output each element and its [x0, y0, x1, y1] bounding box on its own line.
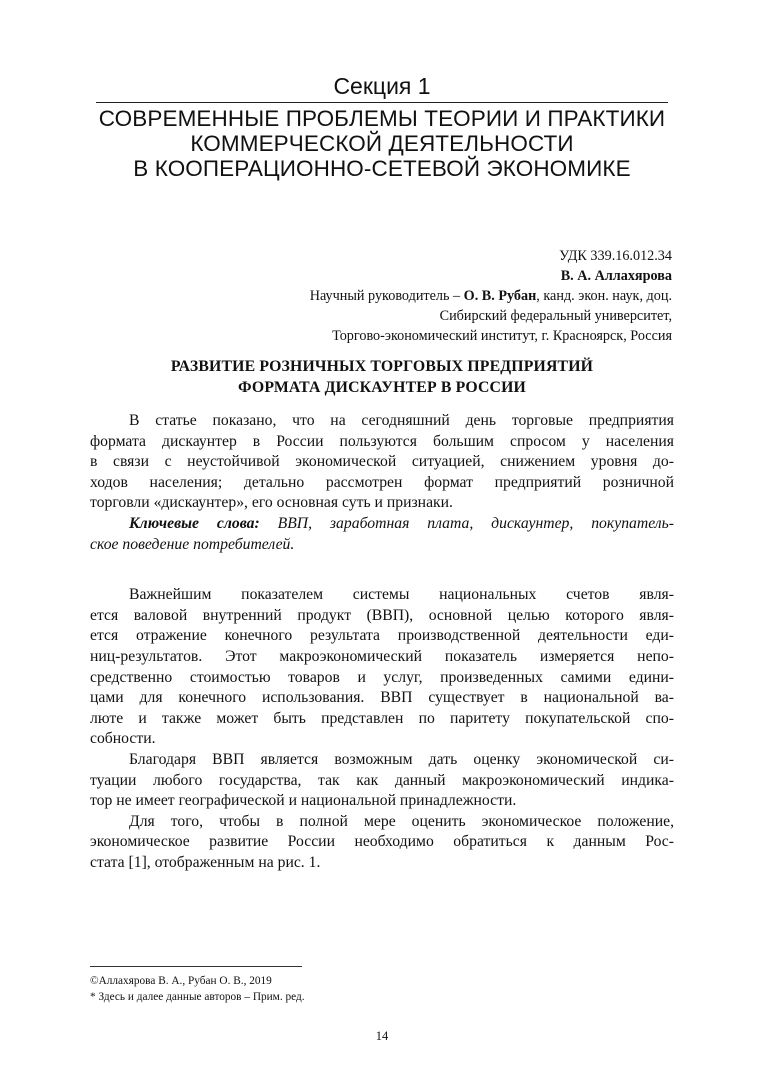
section-title-line: В КООПЕРАЦИОННО-СЕТЕВОЙ ЭКОНОМИКЕ	[133, 156, 631, 181]
section-title-line: КОММЕРЧЕСКОЙ ДЕЯТЕЛЬНОСТИ	[190, 131, 574, 156]
text-line: Благодаря ВВП является возможным дать оценку экономической си-	[129, 750, 674, 768]
text-line: ходов населения; детально рассмотрен формат предприятий розничной	[90, 473, 674, 491]
article-title-line: РАЗВИТИЕ РОЗНИЧНЫХ ТОРГОВЫХ ПРЕДПРИЯТИЙ	[170, 358, 594, 375]
text-line: цами для конечного использования. ВВП существует в национальной ва-	[90, 689, 674, 707]
keywords-line	[90, 514, 674, 535]
section-title	[60, 106, 704, 181]
page-number: 14	[375, 1029, 389, 1043]
paragraph	[90, 750, 674, 812]
udc-code: УДК 339.16.012.34	[559, 248, 672, 264]
text-line: тор не имеет географической и национальной принадлежности.	[90, 792, 517, 810]
author-name: В. А. Аллахярова	[560, 268, 672, 284]
text-line: формата дискаунтер в России пользуются большим спросом у населения	[90, 432, 674, 450]
footnote-divider	[90, 966, 302, 967]
text-line: В статье показано, что на сегодняшний день торговые предприятия	[129, 412, 674, 429]
keywords-line: ское поведение потребителей.	[90, 535, 295, 553]
text-line: в связи с неустойчивой экономической ситуацией, снижением уровня до-	[90, 453, 674, 471]
text-line: Важнейшим показателем системы национальных счетов явля-	[129, 586, 674, 604]
text-line: туации любого государства, так как данный макроэкономический индика-	[90, 771, 674, 789]
abstract	[90, 411, 674, 555]
keywords-text: ВВП, заработная плата, дискаунтер, покупатель-	[259, 514, 674, 532]
university: Сибирский федеральный университет,	[439, 308, 672, 324]
text-line: экономическое развитие России необходимо обратиться к данным Рос-	[90, 833, 674, 851]
article-metadata	[152, 246, 672, 346]
text-line: ется валовой внутренний продукт (ВВП), основной целью которого явля-	[90, 606, 674, 624]
keywords-label: Ключевые слова:	[129, 514, 260, 532]
footnotes	[90, 973, 590, 1005]
supervisor-line	[152, 286, 672, 306]
article-title-line: ФОРМАТА ДИСКАУНТЕР В РОССИИ	[238, 379, 526, 396]
text-line: люте и также может быть представлен по паритету покупательской спо-	[90, 709, 674, 727]
text-line: торговли «дискаунтер», его основная суть и признаки.	[90, 494, 453, 512]
section-title-line: СОВРЕМЕННЫЕ ПРОБЛЕМЫ ТЕОРИИ И ПРАКТИКИ	[98, 106, 666, 131]
article-title	[0, 356, 764, 398]
institute: Торгово-экономический институт, г. Красноярск, Россия	[332, 328, 672, 344]
article-body	[90, 411, 674, 873]
section-label: Секция 1	[333, 73, 431, 99]
section-divider	[96, 102, 668, 103]
text-line: собности.	[90, 730, 156, 748]
text-line: ниц-результатов. Этот макроэкономический показатель измеряется непо-	[90, 647, 674, 665]
paragraph	[90, 585, 674, 750]
text-line: ется отражение конечного результата производственной деятельности еди-	[90, 627, 674, 645]
supervisor-prefix: Научный руководитель –	[309, 288, 464, 304]
supervisor-suffix: , канд. экон. наук, доц.	[536, 288, 672, 304]
paragraph	[90, 812, 674, 874]
text-line: стата [1], отображенным на рис. 1.	[90, 853, 321, 871]
editor-note: * Здесь и далее данные авторов – Прим. ред.	[90, 991, 305, 1003]
text-line: Для того, чтобы в полной мере оценить экономическое положение,	[129, 812, 674, 830]
text-line: средственно стоимостью товаров и услуг, произведенных самими едини-	[90, 668, 674, 686]
copyright-note: ©Аллахярова В. А., Рубан О. В., 2019	[90, 975, 272, 987]
supervisor-name: О. В. Рубан	[463, 288, 537, 304]
